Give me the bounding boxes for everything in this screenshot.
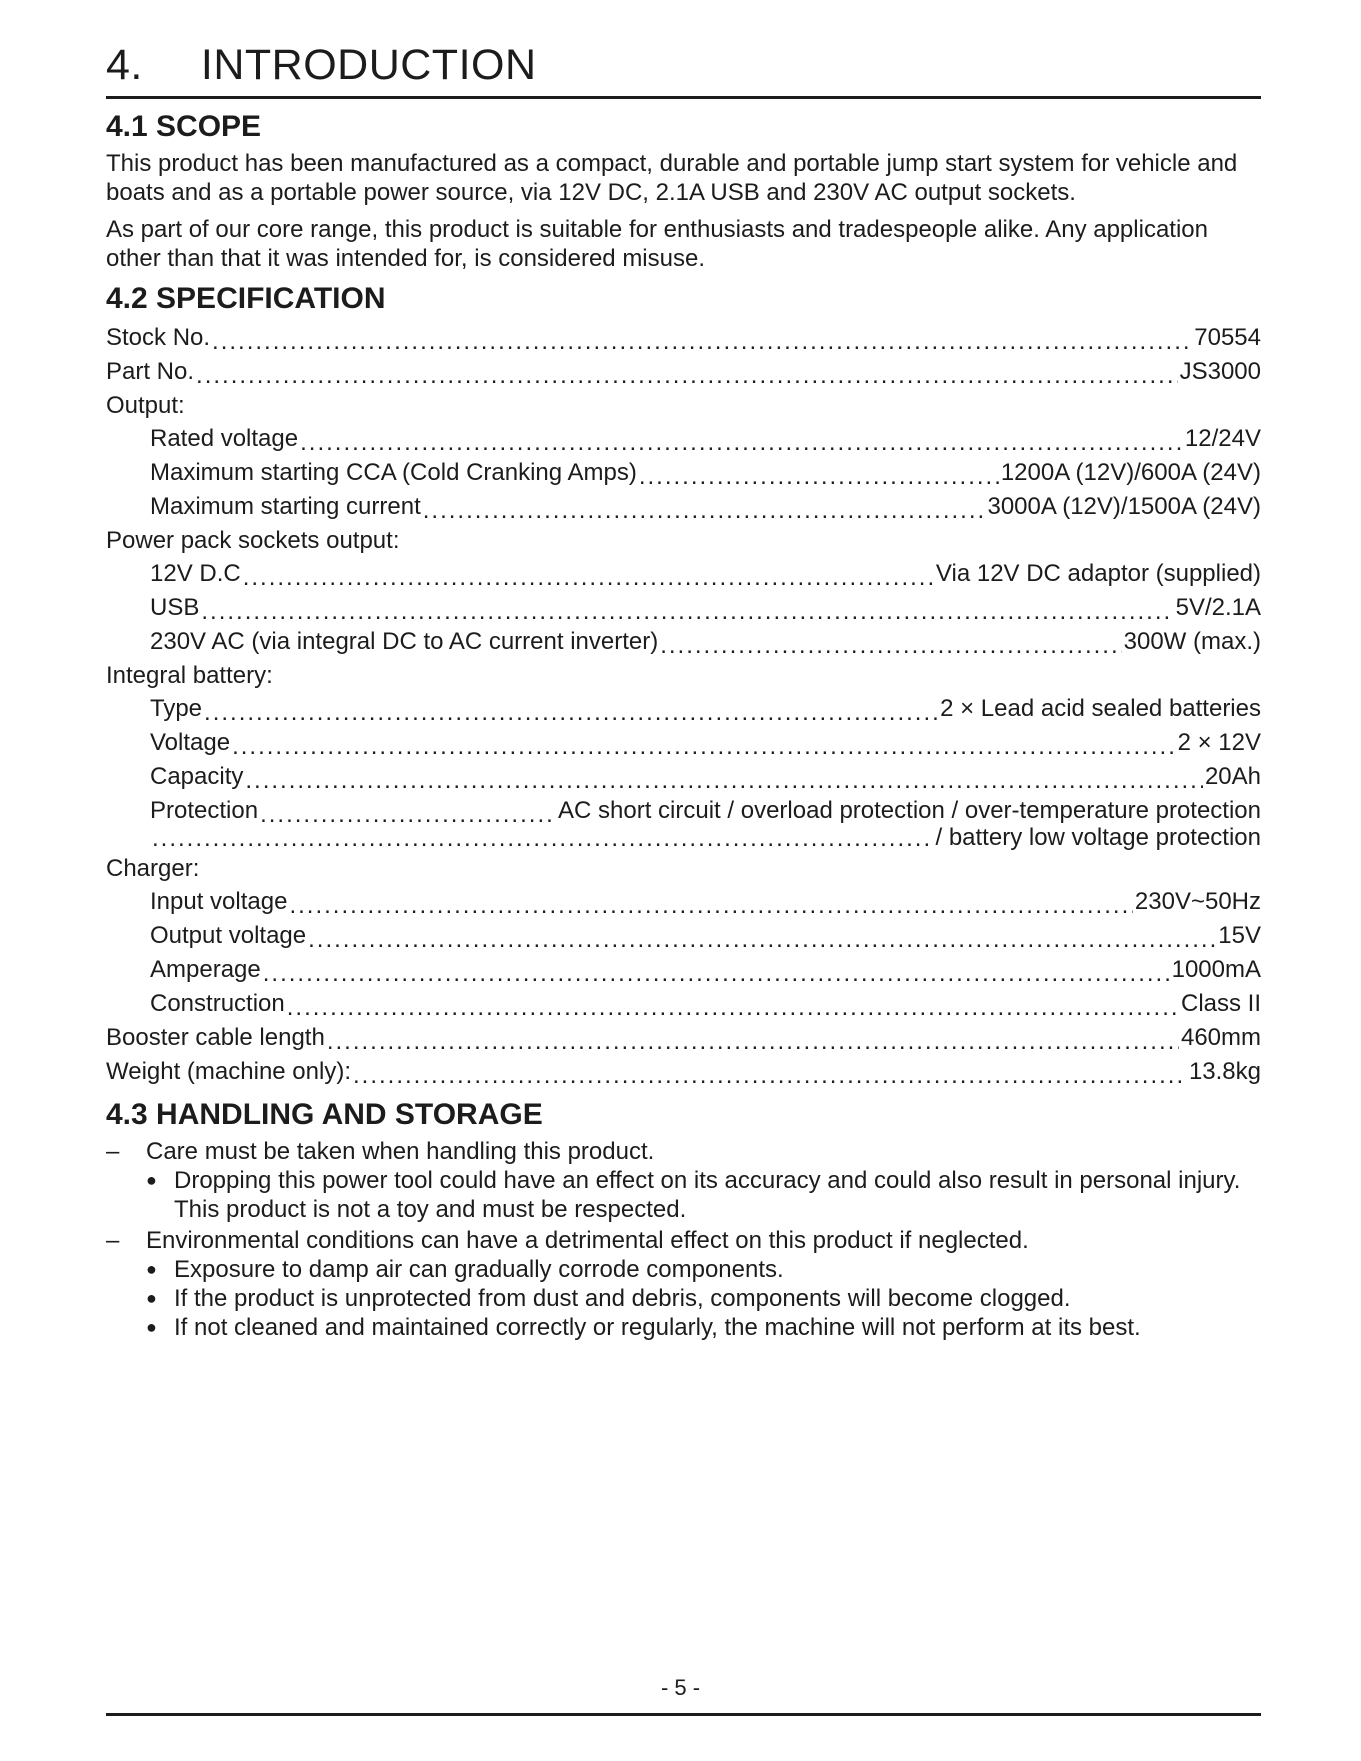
leader-dots: [201, 599, 1173, 625]
section-title: INTRODUCTION: [200, 41, 537, 89]
bullet-list: [106, 1255, 1261, 1342]
spec-value: 15V: [1218, 922, 1261, 949]
spec-label: Part No.: [106, 358, 195, 385]
spec-group-charger: Charger:: [106, 855, 200, 882]
leader-dots: [289, 893, 1132, 919]
bullet-icon: ●: [146, 1259, 157, 1279]
spec-value: Via 12V DC adaptor (supplied): [935, 560, 1261, 587]
spec-row-construction: [106, 987, 1261, 1021]
spec-value: 1200A (12V)/600A (24V): [1000, 459, 1261, 486]
spec-value: 13.8kg: [1188, 1058, 1261, 1085]
bullet-text: If not cleaned and maintained correctly or regularly, the machine will not perform at its best.: [174, 1314, 1141, 1341]
spec-label: USB: [150, 594, 200, 621]
spec-label: 12V D.C: [150, 560, 241, 587]
leader-dots: [327, 1029, 1179, 1055]
bullet-item: [146, 1255, 1261, 1284]
leader-dots: [639, 464, 999, 490]
spec-row-weight: [106, 1055, 1261, 1089]
spec-row-part-no: [106, 355, 1261, 389]
spec-label: Maximum starting CCA (Cold Cranking Amps): [150, 459, 637, 486]
leader-dots: [353, 1063, 1187, 1089]
leader-dots: [287, 995, 1179, 1021]
bullet-icon: ●: [146, 1317, 157, 1337]
spec-value: 300W (max.): [1123, 628, 1261, 655]
footer-rule: [106, 1713, 1261, 1716]
spec-value: Class II: [1180, 990, 1261, 1017]
spec-group-sockets: Power pack sockets output:: [106, 527, 400, 554]
list-item: [106, 1226, 1261, 1255]
spec-label: Protection: [150, 797, 259, 824]
list-item-text: Care must be taken when handling this product.: [146, 1138, 655, 1165]
dash-marker: –: [106, 1138, 120, 1165]
spec-group-battery: Integral battery:: [106, 662, 273, 689]
spec-row-amperage: [106, 953, 1261, 987]
bullet-text: Exposure to damp air can gradually corrode components.: [174, 1256, 784, 1283]
section-heading: [106, 40, 1261, 99]
spec-row-voltage: [106, 726, 1261, 760]
spec-value: 20Ah: [1204, 763, 1261, 790]
bullet-icon: ●: [146, 1170, 157, 1190]
spec-row-capacity: [106, 760, 1261, 794]
spec-row-rated-voltage: [106, 422, 1261, 456]
spec-group-output: Output:: [106, 392, 185, 419]
leader-dots: [300, 430, 1183, 456]
specification-list: [106, 321, 1261, 1089]
spec-label: Output voltage: [150, 922, 307, 949]
spec-label: Input voltage: [150, 888, 288, 915]
spec-label: 230V AC (via integral DC to AC current inverter): [150, 628, 659, 655]
spec-label: Construction: [150, 990, 285, 1017]
spec-label: Booster cable length: [106, 1024, 325, 1051]
spec-value: / battery low voltage protection: [935, 824, 1261, 851]
spec-row-output-voltage: [106, 919, 1261, 953]
spec-value: AC short circuit / overload protection / over-temperature protection: [558, 797, 1261, 824]
leader-dots: [660, 633, 1121, 659]
spec-row-protection: [106, 794, 1261, 828]
spec-label: Capacity: [150, 763, 244, 790]
spec-value: 5V/2.1A: [1175, 594, 1261, 621]
spec-row-cca: [106, 456, 1261, 490]
spec-label: Type: [150, 695, 203, 722]
bullet-text: If the product is unprotected from dust and debris, components will become clogged.: [174, 1285, 1071, 1312]
spec-value: 2 × Lead acid sealed batteries: [940, 695, 1261, 722]
bullet-icon: ●: [146, 1288, 157, 1308]
spec-value: 2 × 12V: [1177, 729, 1261, 756]
leader-dots: [152, 826, 933, 852]
spec-value: 460mm: [1180, 1024, 1261, 1051]
spec-label: Rated voltage: [150, 425, 299, 452]
bullet-item: [146, 1313, 1261, 1342]
spec-label: Weight (machine only):: [106, 1058, 351, 1085]
spec-row-type: [106, 692, 1261, 726]
leader-dots: [423, 498, 986, 524]
page-number: - 5 -: [660, 1675, 701, 1700]
section-number: 4.: [106, 41, 143, 89]
spec-row-starting-current: [106, 490, 1261, 524]
leader-dots: [260, 802, 556, 828]
spec-value: 1000mA: [1171, 956, 1261, 983]
manual-page: [106, 40, 1261, 1342]
leader-dots: [212, 329, 1192, 355]
bullet-text: Dropping this power tool could have an effect on its accuracy and could also result in personal injury. This product is not a toy and must be respected.: [174, 1167, 1241, 1223]
specification-heading: 4.2 SPECIFICATION: [106, 282, 386, 315]
spec-value: 230V~50Hz: [1134, 888, 1261, 915]
list-item-text: Environmental conditions can have a detrimental effect on this product if neglected.: [146, 1227, 1029, 1254]
spec-value: JS3000: [1179, 358, 1261, 385]
spec-row-cable-length: [106, 1021, 1261, 1055]
leader-dots: [243, 565, 934, 591]
bullet-list: [106, 1166, 1261, 1224]
spec-label: Amperage: [150, 956, 261, 983]
scope-paragraph-2: As part of our core range, this product is suitable for enthusiasts and tradespeople alike. Any application other than that it was intended for, is considered misuse.: [106, 216, 1208, 272]
spec-value: 70554: [1194, 324, 1261, 351]
spec-row-usb: [106, 591, 1261, 625]
leader-dots: [196, 363, 1178, 389]
handling-list: [106, 1137, 1261, 1342]
handling-heading: 4.3 HANDLING AND STORAGE: [106, 1098, 543, 1131]
scope-heading: 4.1 SCOPE: [106, 110, 262, 143]
spec-row-stock-no: [106, 321, 1261, 355]
spec-label: Stock No.: [106, 324, 211, 351]
bullet-item: [146, 1166, 1261, 1224]
spec-label: Maximum starting current: [150, 493, 421, 520]
leader-dots: [263, 961, 1170, 987]
spec-row-12v-dc: [106, 557, 1261, 591]
bullet-item: [146, 1284, 1261, 1313]
spec-value: 12/24V: [1184, 425, 1261, 452]
spec-label: Voltage: [150, 729, 231, 756]
spec-row-input-voltage: [106, 885, 1261, 919]
leader-dots: [245, 768, 1203, 794]
spec-value: 3000A (12V)/1500A (24V): [987, 493, 1261, 520]
leader-dots: [308, 927, 1216, 953]
list-item: [106, 1137, 1261, 1166]
leader-dots: [204, 700, 938, 726]
dash-marker: –: [106, 1227, 120, 1254]
spec-row-230v-ac: [106, 625, 1261, 659]
leader-dots: [232, 734, 1176, 760]
scope-paragraph-1: This product has been manufactured as a compact, durable and portable jump start system for vehicle and boats and as a portable power source, via 12V DC, 2.1A USB and 230V AC output sockets.: [106, 150, 1238, 206]
spec-row-protection-continued: [106, 824, 1261, 852]
